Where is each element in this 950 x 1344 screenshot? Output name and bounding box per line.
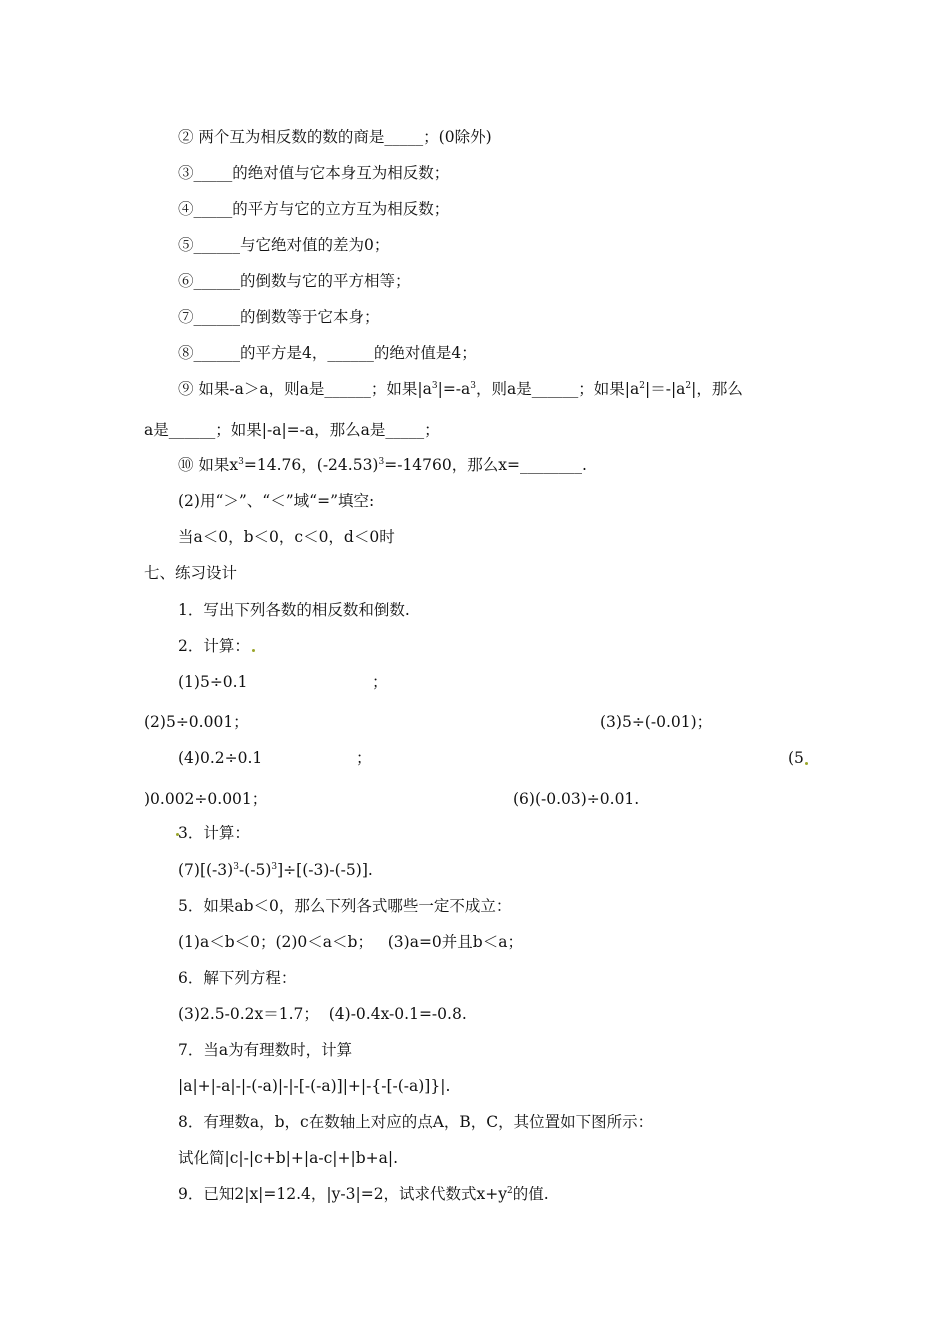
question-6-equations: (3)2.5-0.2x＝1.7； (4)-0.4x-0.1=-0.8. — [178, 1005, 467, 1023]
semicolon: ； — [356, 749, 372, 767]
question-7: 7．当a为有理数时，计算 — [178, 1041, 353, 1059]
fill-item-3: ③_____的绝对值与它本身互为相反数； — [178, 164, 450, 182]
question-2: 2．计算： — [178, 637, 250, 655]
question-8: 8．有理数a，b，c在数轴上对应的点A，B，C，其位置如下图所示： — [178, 1113, 654, 1131]
fill-item-4: ④_____的平方与它的立方互为相反数； — [178, 200, 450, 218]
fill-item-7: ⑦______的倒数等于它本身； — [178, 308, 380, 326]
question-8-simplify: 试化简|c|-|c+b|+|a-c|+|b+a|. — [178, 1149, 398, 1167]
question-5-options: (1)a＜b＜0；(2)0＜a＜b； (3)a=0并且b＜a； — [178, 933, 523, 951]
question-6: 6．解下列方程： — [178, 969, 297, 987]
fill-item-9-continued: a是______；如果|-a|=-a，那么a是_____； — [144, 421, 440, 439]
question-1: 1．写出下列各数的相反数和倒数. — [178, 601, 410, 619]
fill-item-9: ⑨ 如果-a＞a，则a是______；如果$|a^3|=-a^3$，则a是______；如果$|a^2|=-|a^2|$，那么 — [178, 380, 743, 398]
section-heading: 七、练习设计 — [144, 564, 238, 582]
question-2-part-6: (6)(-0.03)÷0.01. — [513, 790, 640, 808]
question-2-part-5: )0.002÷0.001； — [144, 790, 268, 808]
stray-dot — [252, 649, 255, 652]
question-2-part-2: (2)5÷0.001； — [144, 713, 249, 731]
question-3: 3．计算： — [178, 824, 250, 842]
question-7-expression: |a|+|-a|-|-(-a)|-|-[-(-a)]|+|-{-[-(-a)]}|. — [178, 1077, 451, 1095]
fill-item-6: ⑥______的倒数与它的平方相等； — [178, 272, 411, 290]
fill-item-8: ⑧______的平方是4，______的绝对值是4； — [178, 344, 477, 362]
question-2-part-3: (3)5÷(-0.01)； — [600, 713, 713, 731]
stray-dot — [805, 762, 808, 765]
fill-item-5: ⑤______与它绝对值的差为0； — [178, 236, 390, 254]
question-2-part-1: (1)5÷0.1 — [178, 673, 248, 691]
question-3-part-7: $(7)[(-3)^3-(-5)^3]\div[(-3)-(-5)]$. — [178, 861, 373, 879]
part-2-condition: 当a＜0，b＜0，c＜0，d＜0时 — [178, 528, 395, 546]
question-2-part-4: (4)0.2÷0.1 — [178, 749, 263, 767]
question-2-part-5-start: (5 — [788, 749, 804, 767]
fill-item-2: ② 两个互为相反数的数的商是_____；(0除外) — [178, 128, 492, 146]
part-2-instruction: (2)用“＞”、“＜”域“=”填空: — [178, 492, 375, 510]
question-5: 5．如果ab＜0，那么下列各式哪些一定不成立： — [178, 897, 512, 915]
semicolon: ； — [372, 673, 388, 691]
fill-item-10: ⑩ 如果$x^3=14.76$，$(-24.53)^3=-14760$，那么x=________. — [178, 456, 587, 474]
question-9: 9．已知2|x|=12.4，|y-3|=2，试求代数式$x+y^2$的值. — [178, 1185, 549, 1203]
